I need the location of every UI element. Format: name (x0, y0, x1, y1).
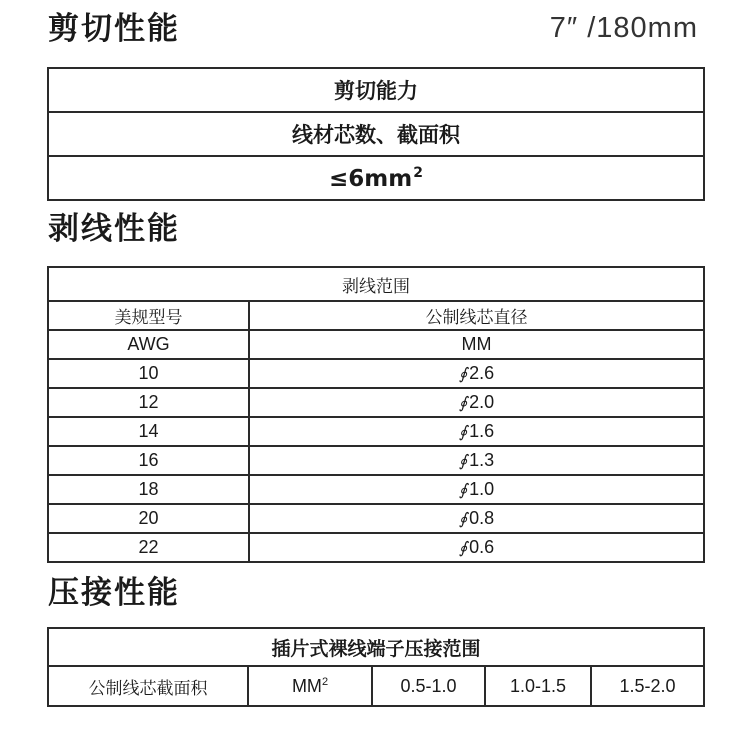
diameter-value: 2.6 (469, 363, 495, 383)
awg-cell: 10 (48, 359, 249, 388)
table-row (48, 446, 704, 475)
diameter-symbol: ∮ (458, 393, 468, 412)
table-row (48, 475, 704, 504)
awg-cell: 22 (48, 533, 249, 562)
awg-cell: 20 (48, 504, 249, 533)
diameter-symbol: ∮ (458, 451, 468, 470)
crimp-range-cell: 1.5-2.0 (591, 666, 704, 706)
crimp-range-cell: 0.5-1.0 (372, 666, 485, 706)
strip-table (47, 266, 705, 563)
table-row (48, 112, 704, 156)
diameter-value: 0.8 (469, 508, 495, 528)
diameter-symbol: ∮ (458, 480, 468, 499)
crimp-range-header: 插片式裸线端子压接范围 (48, 628, 704, 666)
cut-table (47, 67, 705, 201)
strip-range-header: 剥线范围 (48, 267, 704, 301)
diameter-symbol: ∮ (458, 509, 468, 528)
table-row (48, 417, 704, 446)
crimp-unit (248, 666, 372, 706)
table-row (48, 628, 704, 666)
table-row (48, 68, 704, 112)
diameter-symbol: ∮ (458, 364, 468, 383)
awg-cell: 14 (48, 417, 249, 446)
crimp-table (47, 627, 705, 707)
awg-cell: 16 (48, 446, 249, 475)
crimp-unit-text: MM (291, 675, 322, 696)
mm-unit: MM (249, 330, 704, 359)
diameter-value: 1.3 (469, 450, 495, 470)
cut-wire-label: 线材芯数、截面积 (48, 112, 704, 156)
table-row (48, 301, 704, 330)
awg-column-header: 美规型号 (48, 301, 249, 330)
table-row (48, 388, 704, 417)
diameter-cell (249, 533, 704, 562)
diameter-value: 1.0 (469, 479, 495, 499)
table-row (48, 156, 704, 200)
diameter-symbol: ∮ (458, 538, 468, 557)
diameter-cell (249, 475, 704, 504)
cut-value-exponent: 2 (413, 164, 423, 181)
table-row (48, 330, 704, 359)
table-row (48, 504, 704, 533)
diameter-cell (249, 504, 704, 533)
diameter-value: 1.6 (469, 421, 495, 441)
table-row (48, 359, 704, 388)
crimp-range-cell: 1.0-1.5 (485, 666, 591, 706)
diameter-value: 0.6 (469, 537, 495, 557)
diameter-cell (249, 359, 704, 388)
cut-capacity-value (48, 156, 704, 200)
diameter-cell (249, 417, 704, 446)
table-row (48, 267, 704, 301)
size-spec: 7″ /180mm (549, 12, 698, 44)
diameter-symbol: ∮ (458, 422, 468, 441)
crimp-section-title: 压接性能 (48, 575, 180, 611)
crimp-label: 公制线芯截面积 (48, 666, 248, 706)
cut-value: 6mm (348, 165, 413, 192)
table-row (48, 666, 704, 706)
cut-capacity-header: 剪切能力 (48, 68, 704, 112)
awg-unit: AWG (48, 330, 249, 359)
table-row (48, 533, 704, 562)
strip-section-title: 剥线性能 (48, 211, 180, 247)
awg-cell: 12 (48, 388, 249, 417)
awg-cell: 18 (48, 475, 249, 504)
mm-column-header: 公制线芯直径 (249, 301, 704, 330)
diameter-cell (249, 446, 704, 475)
less-equal-symbol: ≤ (329, 165, 349, 192)
diameter-value: 2.0 (469, 392, 495, 412)
crimp-unit-exponent: 2 (321, 675, 329, 688)
diameter-cell (249, 388, 704, 417)
cut-section-title: 剪切性能 (48, 11, 180, 47)
